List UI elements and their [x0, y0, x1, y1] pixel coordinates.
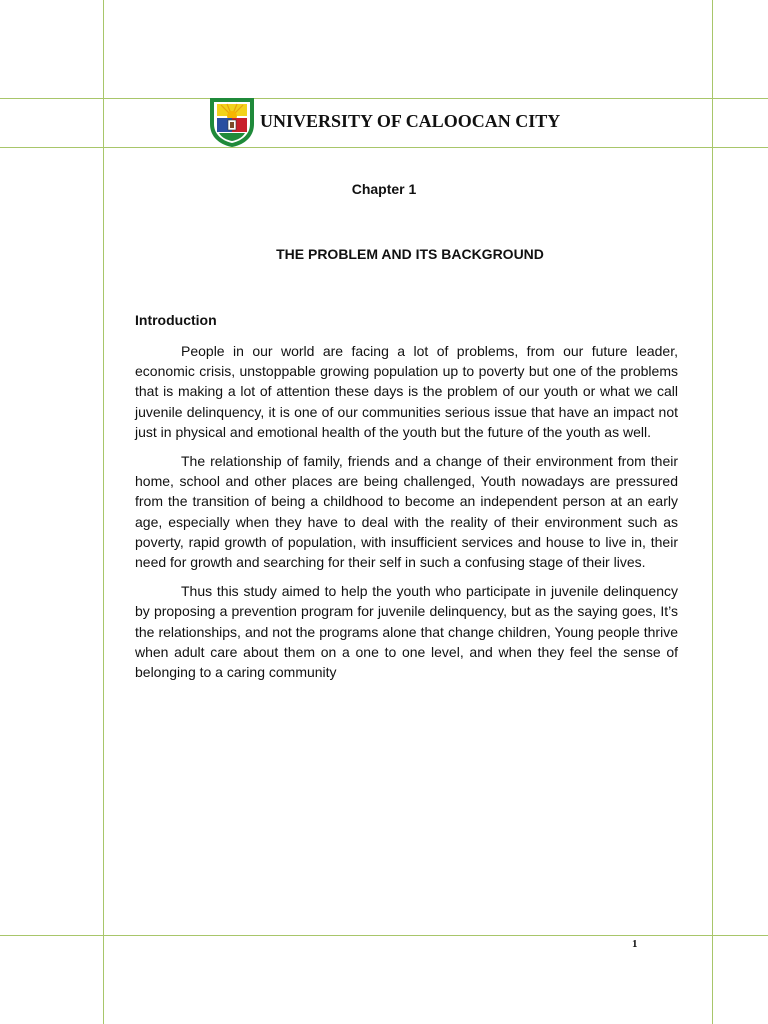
header-guide-top	[0, 98, 768, 99]
margin-guide-left	[103, 0, 104, 1024]
university-seal-icon	[207, 96, 257, 148]
university-name: UNIVERSITY OF CALOOCAN CITY	[260, 111, 561, 131]
chapter-label: Chapter 1	[351, 181, 417, 197]
section-heading: Introduction	[135, 312, 217, 328]
body-text	[135, 341, 678, 691]
paragraph: The relationship of family, friends and a change of their environment from their home, school and other places are being challenged, Youth nowadays are pressured from the transition of being a childhood to become an independent person at an early age, especially when they have to deal with the reality of their environment such as poverty, rapid growth of population, with insufficient services and house to live in, their need for growth and searching for their self in such a confusing stage of their lives.	[135, 453, 678, 571]
paragraph: People in our world are facing a lot of problems, from our future leader, economic crisis, unstoppable growing population up to poverty but one of the problems that is making a lot of attention these days is the problem of our youth or what we call juvenile delinquency, it is one of our communities serious issue that have an impact not just in physical and emotional health of the youth but the future of the youth as well.	[135, 343, 678, 440]
footer-guide	[0, 935, 768, 936]
paragraph: Thus this study aimed to help the youth who participate in juvenile delinquency by proposing a prevention program for juvenile delinquency, but as the saying goes, It’s the relationships, and not the programs alone that change children, Young people thrive when adult care about them on a one to one level, and when they feel the sense of belonging to a caring community	[135, 583, 678, 681]
margin-guide-right	[712, 0, 713, 1024]
chapter-title: THE PROBLEM AND ITS BACKGROUND	[276, 246, 544, 262]
page-number: 1	[632, 938, 638, 950]
header-guide-bottom	[0, 147, 768, 148]
